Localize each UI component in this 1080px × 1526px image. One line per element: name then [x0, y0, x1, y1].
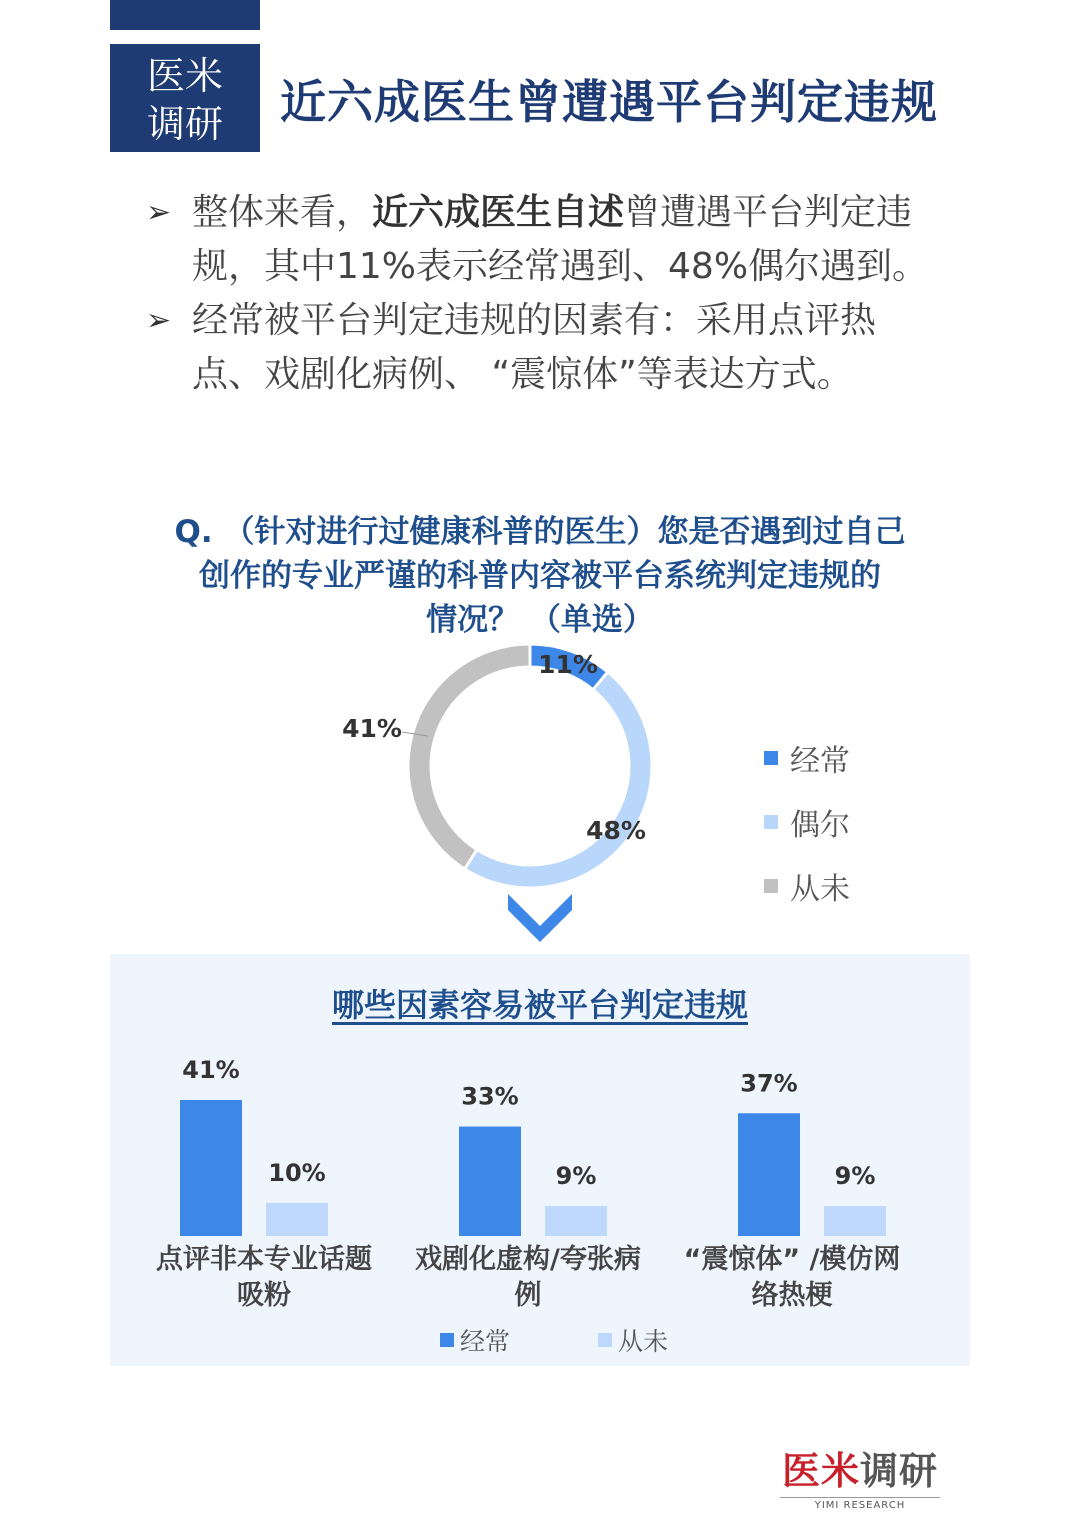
brand-line-1: 医米	[146, 54, 223, 98]
legend-label: 偶尔	[790, 808, 850, 843]
question-line-3: 情况？ （单选）	[426, 602, 654, 638]
bar-0-0	[180, 1100, 242, 1236]
bar-category-label: 络热梗	[751, 1280, 833, 1311]
bullet-1-bold: 近六成医生自述	[372, 192, 625, 233]
page-title: 近六成医生曾遭遇平台判定违规	[280, 75, 938, 129]
bar-category-label: 例	[514, 1280, 542, 1311]
arrow-bullet-icon: ➢	[146, 303, 172, 338]
arrow-bullet-icon: ➢	[146, 195, 172, 230]
bar-value-label: 10%	[268, 1158, 326, 1187]
bar-legend	[440, 1322, 756, 1358]
donut-value-label: 41%	[342, 714, 402, 743]
legend-swatch	[440, 1333, 454, 1347]
bar-1-0	[459, 1127, 521, 1236]
bullet-1-pre: 整体来看，	[192, 192, 373, 233]
logo-text-gray: 调研	[860, 1448, 939, 1493]
yimi-research-logo	[780, 1440, 940, 1511]
bar-2-0	[738, 1113, 800, 1236]
legend-label: 从未	[618, 1327, 669, 1356]
bar-chart-title: 哪些因素容易被平台判定违规	[331, 986, 748, 1024]
donut-value-label: 48%	[586, 816, 646, 845]
logo-subtitle: YIMI RESEARCH	[780, 1497, 940, 1511]
question-line-2: 创作的专业严谨的科普内容被平台系统判定违规的	[199, 558, 881, 594]
bar-category-label: “震惊体” /模仿网	[683, 1244, 901, 1275]
bar-value-label: 9%	[555, 1162, 597, 1191]
bar-value-label: 41%	[182, 1056, 240, 1084]
legend-label: 经常	[790, 744, 850, 779]
bar-category-label: 戏剧化虚构/夸张病	[415, 1244, 641, 1275]
bullet-2-text: 经常被平台判定违规的因素有：采用点评热点、戏剧化病例、 “震惊体”等表达方式。	[192, 300, 877, 395]
bullet-1-post: 曾遭遇平台判定违规，其中11%表示经常遇到、48%偶尔遇到。	[192, 192, 929, 287]
donut-value-label: 11%	[538, 650, 598, 679]
legend-label: 经常	[460, 1327, 511, 1356]
legend-label: 从未	[790, 872, 850, 907]
bar-value-label: 37%	[740, 1069, 798, 1098]
legend-swatch	[598, 1333, 612, 1347]
bar-0-1	[266, 1203, 328, 1236]
brand-line-2: 调研	[146, 102, 223, 146]
bar-category-label: 吸粉	[237, 1280, 291, 1311]
bar-value-label: 33%	[461, 1082, 519, 1111]
bar-category-label: 点评非本专业话题	[156, 1244, 372, 1275]
question-line-1: Q. （针对进行过健康科普的医生）您是否遇到过自己	[174, 514, 906, 550]
logo-text-red: 医米	[781, 1448, 860, 1493]
bar-2-1	[824, 1206, 886, 1236]
bar-1-1	[545, 1206, 607, 1236]
legend-item-never	[598, 1322, 668, 1358]
bar-value-label: 9%	[834, 1162, 876, 1191]
legend-item-often	[440, 1322, 510, 1358]
